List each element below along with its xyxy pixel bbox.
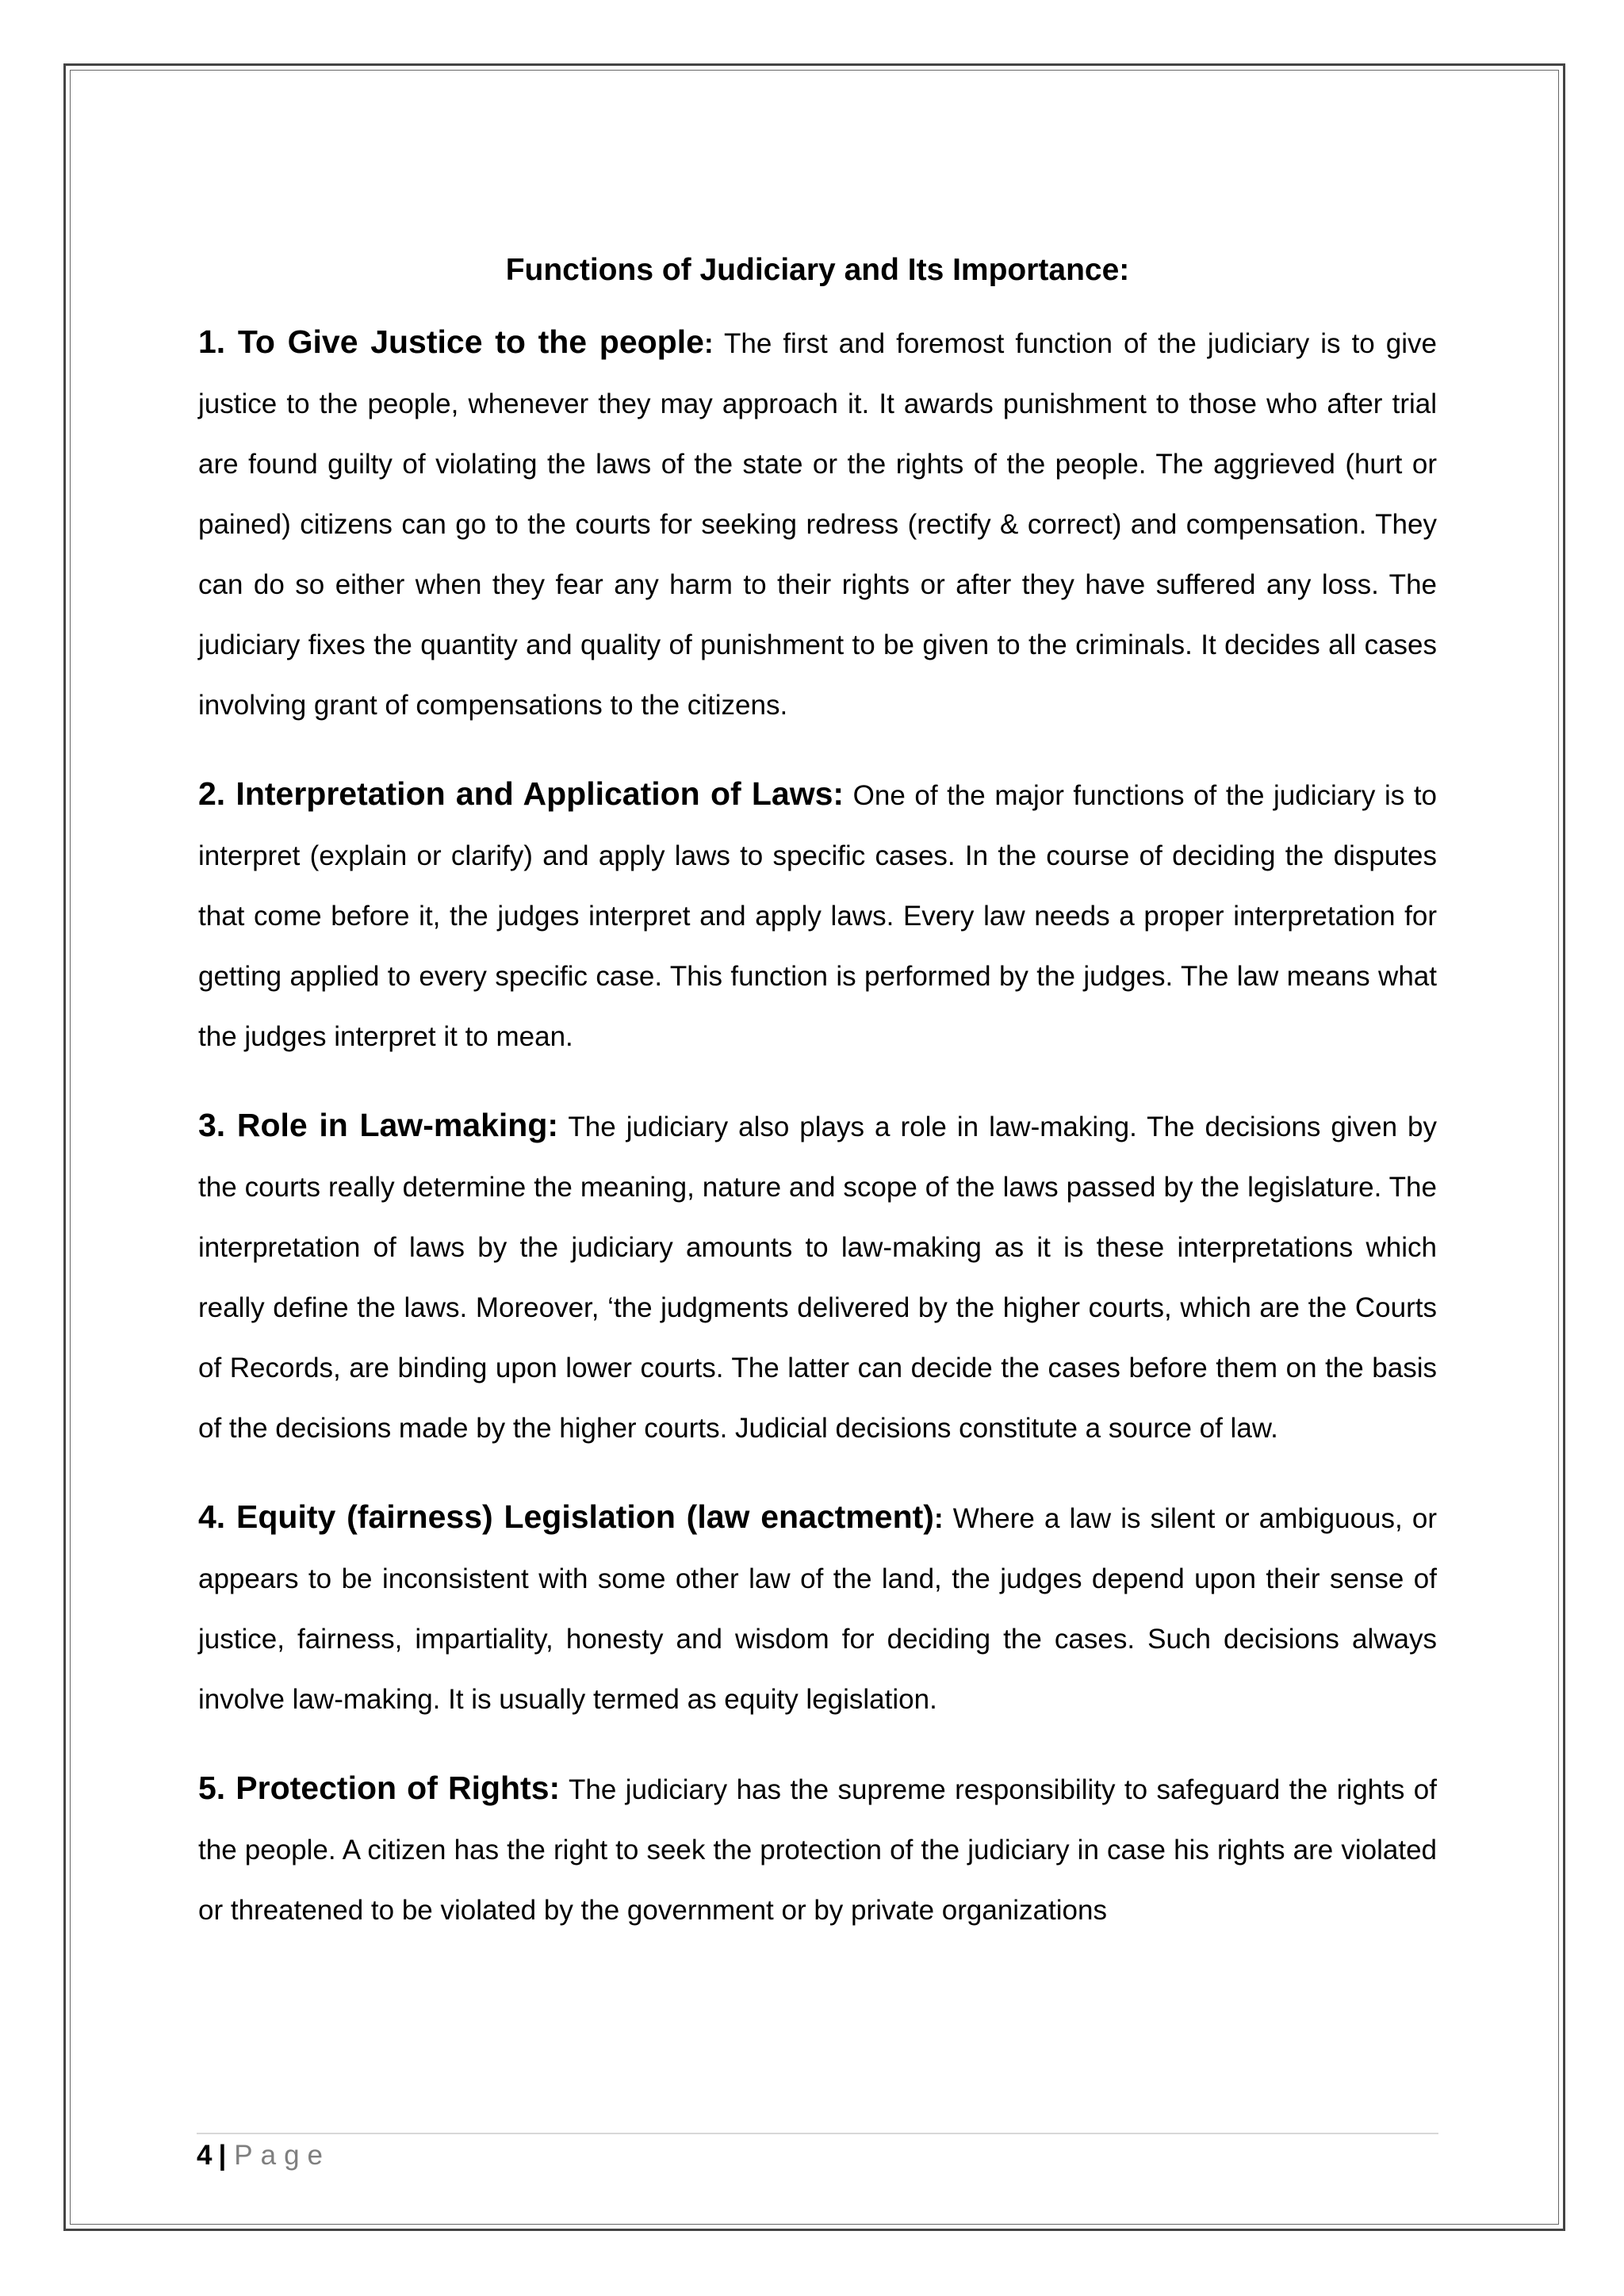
footer-divider: [197, 2133, 1438, 2134]
page-footer: [197, 2139, 331, 2172]
section-2-heading: 2. Interpretation and Application of Laws:: [198, 775, 845, 812]
document-title: Functions of Judiciary and Its Importance:: [505, 253, 1130, 287]
section-1: [198, 312, 1437, 736]
section-1-heading: 1. To Give Justice to the people: [198, 323, 704, 360]
section-4-body: Where a law is silent or ambiguous, or appears to be inconsistent with some other law of the land, the judges depend upon their sense of justice, fairness, impartiality, honesty and wisdom for deciding the cases. Such decisions always involve law-making. It is usually termed as equity legislation.: [198, 1502, 1437, 1715]
section-4-heading-colon: :: [933, 1502, 944, 1534]
page-content: [198, 252, 1437, 1969]
section-3-body: The judiciary also plays a role in law-making. The decisions given by the courts really determine the meaning, nature and scope of the laws passed by the legislature. The interpretation of laws by the judiciary amounts to law-making as it is these interpretations which really define the laws. Moreover, ‘the judgments delivered by the higher courts, which are the Courts of Records, are binding upon lower courts. The latter can decide the cases before them on the basis of the decisions made by the higher courts. Judicial decisions constitute a source of law.: [198, 1111, 1438, 1444]
section-1-body: The first and foremost function of the judiciary is to give justice to the people, whenever they may approach it. It awards punishment to those who after trial are found guilty of violating the laws of the state or the rights of the people. The aggrieved (hurt or pained) citizens can go to the courts for seeking redress (rectify & correct) and compensation. They can do so either when they fear any harm to their rights or after they have suffered any loss. The judiciary fixes the quantity and quality of punishment to be given to the criminals. It decides all cases involving grant of compensations to the citizens.: [198, 327, 1437, 721]
page-label: Page: [234, 2140, 331, 2171]
section-3: [198, 1095, 1437, 1459]
section-4: [198, 1487, 1437, 1730]
section-5: [198, 1758, 1437, 1941]
section-2-body: One of the major functions of the judiciary is to interpret (explain or clarify) and apply laws to specific cases. In the course of deciding the disputes that come before it, the judges interpret and apply laws. Every law needs a proper interpretation for getting applied to every specific case. This function is performed by the judges. The law means what the judges interpret it to mean.: [198, 779, 1438, 1052]
section-3-heading: 3. Role in Law-making:: [198, 1106, 559, 1143]
section-4-heading: 4. Equity (fairness) Legislation (law enactment): [198, 1498, 934, 1535]
section-2: [198, 763, 1437, 1067]
section-5-body: The judiciary has the supreme responsibility to safeguard the rights of the people. A citizen has the right to seek the protection of the judiciary in case his rights are violated or threatened to be violated by the government or by private organizations: [198, 1774, 1437, 1926]
section-1-heading-colon: :: [703, 327, 714, 359]
page-number: 4: [197, 2140, 213, 2171]
section-5-heading: 5. Protection of Rights:: [198, 1769, 561, 1806]
footer-separator: |: [218, 2140, 227, 2171]
